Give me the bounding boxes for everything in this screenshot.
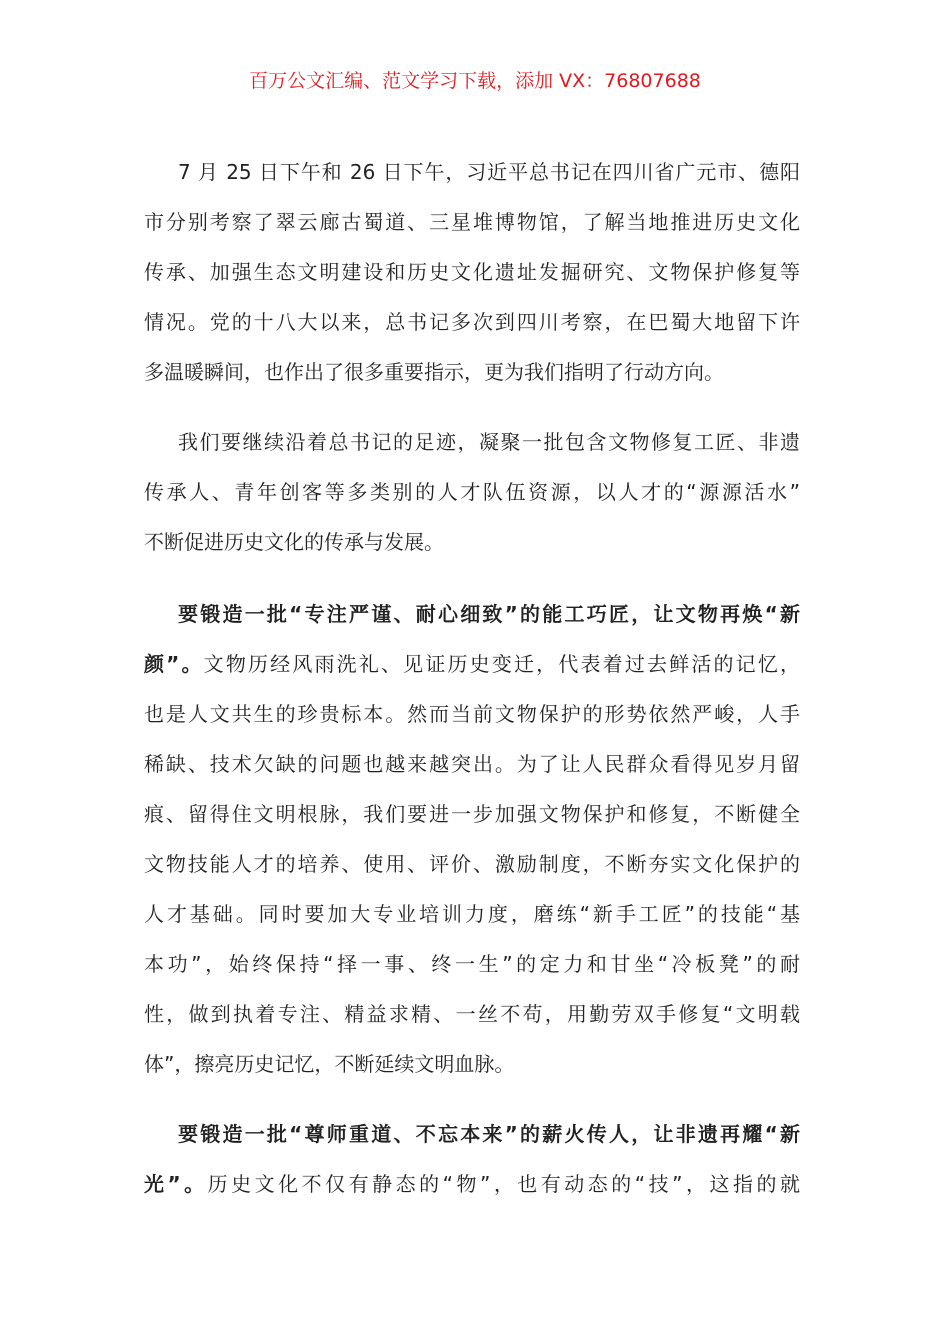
- text-line: [144, 650, 800, 678]
- watermark-header: 百万公文汇编、范文学习下载，添加 VX：76807688: [249, 70, 701, 92]
- text-line: 不断促进历史文化的传承与发展。: [144, 530, 444, 554]
- bold-heading-line: 要锻造一批“尊师重道、不忘本来”的薪火传人，让非遗再耀“新: [178, 1122, 800, 1146]
- bold-lead: 光”。: [144, 1172, 208, 1196]
- text-line: 传承、加强生态文明建设和历史文化遗址发掘研究、文物保护修复等: [144, 260, 800, 284]
- text-rest: 文物历经风雨洗礼、见证历史变迁，代表着过去鲜活的记忆，: [203, 652, 800, 676]
- bold-lead: 颜”。: [144, 652, 204, 676]
- text-line: 市分别考察了翠云廊古蜀道、三星堆博物馆，了解当地推进历史文化: [144, 210, 800, 234]
- text-line: 也是人文共生的珍贵标本。然而当前文物保护的形势依然严峻，人手: [144, 702, 800, 726]
- text-line: 7 月 25 日下午和 26 日下午，习近平总书记在四川省广元市、德阳: [178, 160, 800, 184]
- text-line: [144, 1170, 800, 1198]
- text-line: 痕、留得住文明根脉，我们要进一步加强文物保护和修复，不断健全: [144, 802, 800, 826]
- text-line: 性，做到执着专注、精益求精、一丝不苟，用勤劳双手修复“文明载: [144, 1002, 800, 1026]
- text-line: 我们要继续沿着总书记的足迹，凝聚一批包含文物修复工匠、非遗: [178, 430, 800, 454]
- text-line: 稀缺、技术欠缺的问题也越来越突出。为了让人民群众看得见岁月留: [144, 752, 800, 776]
- bold-heading-line: 要锻造一批“专注严谨、耐心细致”的能工巧匠，让文物再焕“新: [178, 602, 800, 626]
- text-line: 文物技能人才的培养、使用、评价、激励制度，不断夯实文化保护的: [144, 852, 800, 876]
- text-line: 传承人、青年创客等多类别的人才队伍资源，以人才的“源源活水”: [144, 480, 800, 504]
- text-line: 本功”，始终保持“择一事、终一生”的定力和甘坐“冷板凳”的耐: [144, 952, 800, 976]
- text-line: 多温暖瞬间，也作出了很多重要指示，更为我们指明了行动方向。: [144, 360, 724, 384]
- text-rest: 历史文化不仅有静态的“物”，也有动态的“技”，这指的就: [207, 1172, 800, 1196]
- text-line: 人才基础。同时要加大专业培训力度，磨练“新手工匠”的技能“基: [144, 902, 800, 926]
- text-line: 体”，擦亮历史记忆，不断延续文明血脉。: [144, 1052, 515, 1076]
- text-line: 情况。党的十八大以来，总书记多次到四川考察，在巴蜀大地留下许: [144, 310, 800, 334]
